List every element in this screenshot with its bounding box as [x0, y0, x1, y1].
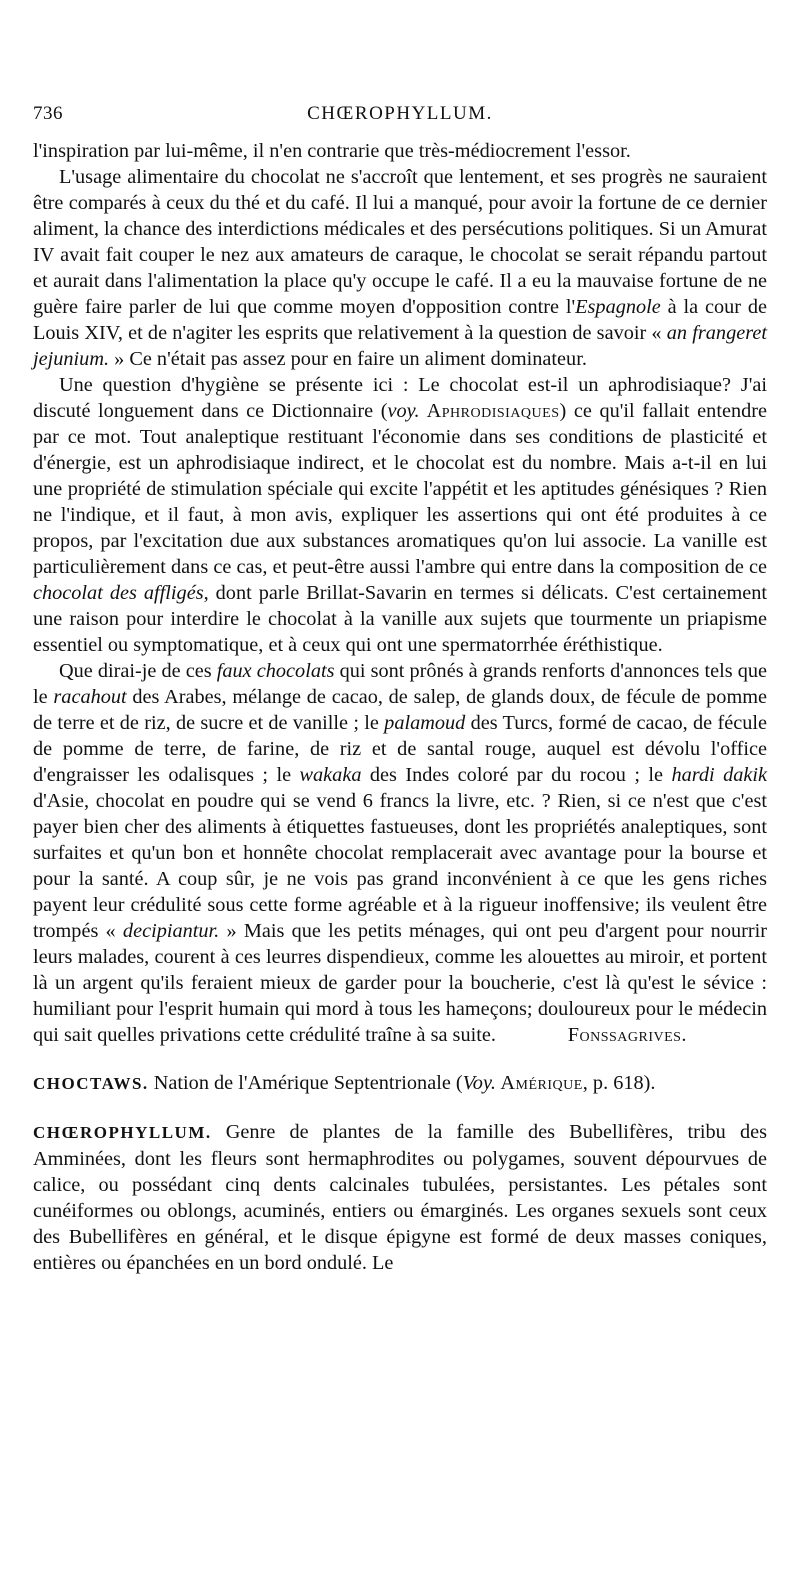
running-head: CHŒROPHYLLUM. — [307, 103, 493, 124]
author-signature: Fonssagrives. — [567, 1024, 687, 1046]
page-number: 736 — [33, 103, 63, 124]
paragraph-continuation: l'inspiration par lui-même, il n'en contrarie que très-médiocrement l'essor. — [33, 140, 631, 162]
paragraph-false-chocolates: Que dirai-je de ces faux chocolats qui sont prônés à grands renforts d'annonces tels que le racahout des Arabes, mélange de cacao, de salep, de glands doux, de fécule de pomme de terre et de riz, de sucre et de vanille ; le palamoud des Turcs, formé de cacao, de fécule de pomme de terre, de farine, de riz et de santal rouge, auquel est dévolu l'office d'engraisser les odalisques ; le wakaka des Indes coloré par du rocou ; le hardi dakik d'Asie, chocolat en poudre qui se vend 6 francs la livre, etc. ? Rien, si ce n'est que c'est payer bien cher des aliments à étiquettes fastueuses, dont les propriétés analeptiques, sont surfaites et qu'un bon et honnête chocolat remplacerait avec avantage pour la bourse et pour la santé. A coup sûr, je ne vois pas grand inconvénient à ce que les gens riches payent leur crédulité sous cette forme agréable et à la rigueur inoffensive; ils veulent être trompés « decipiantur. » Mais que les petits ménages, qui ont peu d'argent pour nourrir leurs malades, courent à ces leurres dispendieux, comme les alouettes au miroir, et portent là un argent qu'ils feraient mieux de garder pour la boucherie, c'est là qu'est le sévice : humiliant pour l'esprit humain qui mord à tous les hameçons; douloureux pour le médecin qui sait quelles privations cette crédulité traîne à sa suite. Fonssagrives. — [33, 660, 768, 1046]
entry-headword: CHŒROPHYLLUM. — [33, 1123, 212, 1142]
page-header — [33, 103, 767, 127]
entry-choctaws: CHOCTAWS. Nation de l'Amérique Septentrionale (Voy. Amérique, p. 618). — [33, 1072, 656, 1094]
spacer — [33, 1048, 767, 1070]
spacer — [33, 1097, 767, 1119]
paragraph-aphrodisiac-question: Une question d'hygiène se présente ici : Le chocolat est-il un aphrodisiaque? J'ai discuté longuement dans ce Dictionnaire (voy. Aphrodisiaques) ce qu'il fallait entendre par ce mot. Tout analeptique restituant l'économie dans ses conditions de plasticité et d'énergie, est un aphrodisiaque indirect, et le chocolat est du nombre. Mais a-t-il en lui une propriété de stimulation spéciale qui excite l'appétit et les aptitudes génésiques ? Rien ne l'indique, et il faut, à mon avis, expliquer les assertions qui ont été produites à ce propos, par l'excitation due aux substances aromatiques qu'on lui associe. La vanille est particulièrement dans ce cas, et peut-être aussi l'ambre qui entre dans la composition de ce chocolat des affligés, dont parle Brillat-Savarin en termes si délicats. C'est certainement une raison pour interdire le chocolat à la vanille aux sujets que tourmente un priapisme essentiel ou symptomatique, et à ceux qui ont une spermatorrhée éréthistique. — [33, 374, 767, 656]
entry-choerophyllum: CHŒROPHYLLUM. Genre de plantes de la famille des Bubellifères, tribu des Amminées, dont les fleurs sont hermaphrodites ou polygames, souvent dépourvues de calice, ou possédant cinq dents calcinales tubulées, persistantes. Les pétales sont cunéiformes ou oblongs, acuminés, entiers ou émarginés. Les organes sexuels sont ceux des Bubellifères en général, et le disque épigyne est formé de deux masses coniques, entières ou épanchées en un bord ondulé. Le — [33, 1121, 767, 1274]
dictionary-page — [33, 0, 767, 1569]
entry-headword: CHOCTAWS. — [33, 1074, 149, 1093]
paragraph-chocolate-usage: L'usage alimentaire du chocolat ne s'accroît que lentement, et ses progrès ne sauraient être comparés à ceux du thé et du café. Il lui a manqué, pour avoir la fortune de ce dernier aliment, la chance des interdictions médicales et des persécutions politiques. Si un Amurat IV avait fait couper le nez aux amateurs de caraque, le chocolat se serait répandu partout et aurait dans l'alimentation la place qu'y occupe le café. Il a eu la mauvaise fortune de ne guère faire parler de lui que comme moyen d'opposition contre l'Espagnole à la cour de Louis XIV, et de n'agiter les esprits que relativement à la question de savoir « an frangeret jejunium. » Ce n'était pas assez pour en faire un aliment dominateur. — [33, 166, 767, 370]
page-body — [33, 138, 767, 1276]
